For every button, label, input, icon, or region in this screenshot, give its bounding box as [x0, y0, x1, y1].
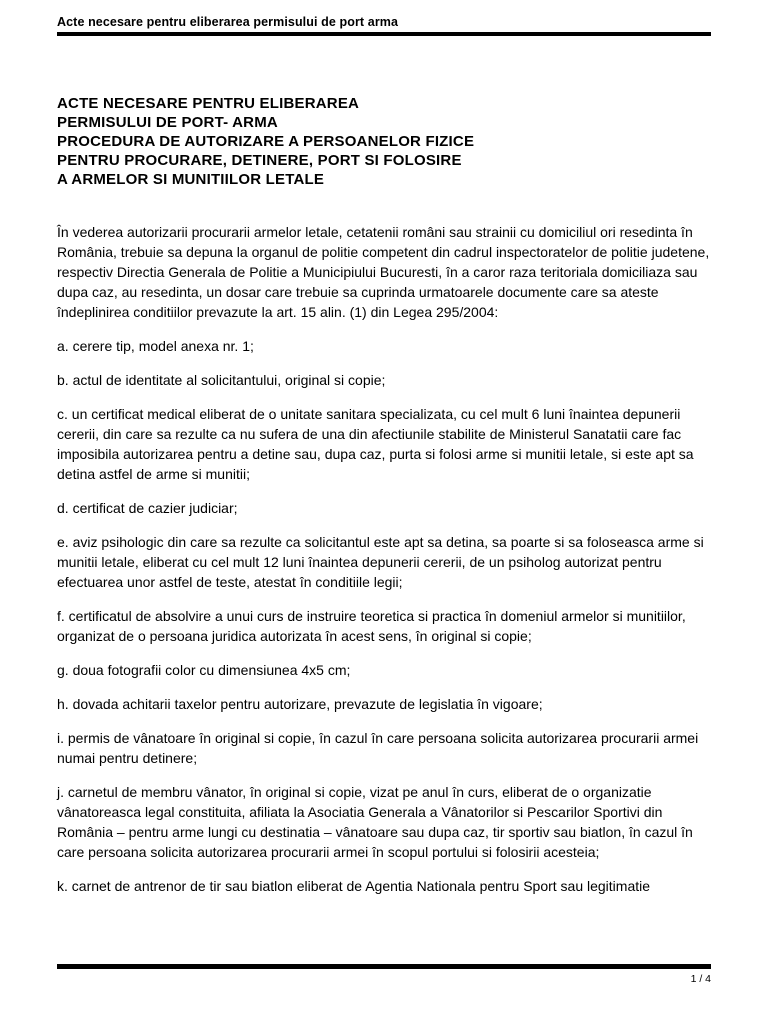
paragraph-item-e: e. aviz psihologic din care sa rezulte ca solicitantul este apt sa detina, sa poarte si sa foloseasca arme si munitii letale, eliberat cu cel mult 12 luni înaintea depunerii cererii, de un psiholog autorizat pentru efectuarea unor astfel de teste, atestat în conditiile legii; [57, 534, 704, 590]
paragraph-item-d: d. certificat de cazier judiciar; [57, 500, 238, 516]
document-title-line: PENTRU PROCURARE, DETINERE, PORT SI FOLOSIRE [57, 152, 462, 169]
document-title-line: PROCEDURA DE AUTORIZARE A PERSOANELOR FIZICE [57, 133, 475, 150]
document-title-line: A ARMELOR SI MUNITIILOR LETALE [57, 171, 325, 188]
paragraph-item-k: k. carnet de antrenor de tir sau biatlon eliberat de Agentia Nationala pentru Sport sau legitimatie [57, 878, 651, 894]
footer-rule [57, 964, 711, 969]
paragraph-item-h: h. dovada achitarii taxelor pentru autorizare, prevazute de legislatia în vigoare; [57, 696, 543, 712]
document-title-line: PERMISULUI DE PORT- ARMA [57, 114, 278, 131]
header-title: Acte necesare pentru eliberarea permisului de port arma [57, 15, 399, 29]
paragraph-item-a: a. cerere tip, model anexa nr. 1; [57, 338, 254, 354]
page-header [57, 0, 711, 36]
page-footer [57, 964, 711, 985]
document-content [57, 36, 711, 896]
document-title [57, 94, 711, 189]
paragraph-item-c: c. un certificat medical eliberat de o unitate sanitara specializata, cu cel mult 6 luni înaintea depunerii cererii, din care sa rezulte ca nu sufera de una din afectiunile stabilite de Ministerul Sanatatii care fac imposibila autorizarea pentru a detine sau, dupa caz, purta si folosi arme si munitii letale, si este apt sa detina astfel de arme si munitii; [57, 406, 694, 482]
paragraph-item-g: g. doua fotografii color cu dimensiunea 4x5 cm; [57, 662, 351, 678]
paragraph-intro: În vederea autorizarii procurarii armelor letale, cetatenii români sau strainii cu domiciliul ori resedinta în România, trebuie sa depuna la organul de politie competent din cadrul inspectoratelor de politie judetene, respectiv Directia Generala de Politie a Municipiului Bucuresti, în a caror raza teritoriala domiciliaza sau dupa caz, au resedinta, un dosar care trebuie sa cuprinda urmatoarele documente care sa ateste îndeplinirea conditiilor prevazute la art. 15 alin. (1) din Legea 295/2004: [57, 224, 710, 320]
page-number: 1 / 4 [690, 973, 711, 985]
paragraph-item-j: j. carnetul de membru vânator, în original si copie, vizat pe anul în curs, eliberat de o organizatie vânatoreasca legal constituita, afiliata la Asociatia Generala a Vânatorilor si Pescarilor Sportivi din România – pentru arme lungi cu destinatia – vânatoare sau dupa caz, tir sportiv sau biatlon, în cazul în care persoana solicita autorizarea procurarii armei în scopul portului si folosirii acesteia; [57, 784, 693, 860]
paragraph-item-f: f. certificatul de absolvire a unui curs de instruire teoretica si practica în domeniul armelor si munitiilor, organizat de o persoana juridica autorizata în acest sens, în original si copie; [57, 608, 686, 644]
document-title-line: ACTE NECESARE PENTRU ELIBERAREA [57, 95, 360, 112]
paragraph-item-i: i. permis de vânatoare în original si copie, în cazul în care persoana solicita autorizarea procurarii armei numai pentru detinere; [57, 730, 699, 766]
paragraph-item-b: b. actul de identitate al solicitantului, original si copie; [57, 372, 386, 388]
